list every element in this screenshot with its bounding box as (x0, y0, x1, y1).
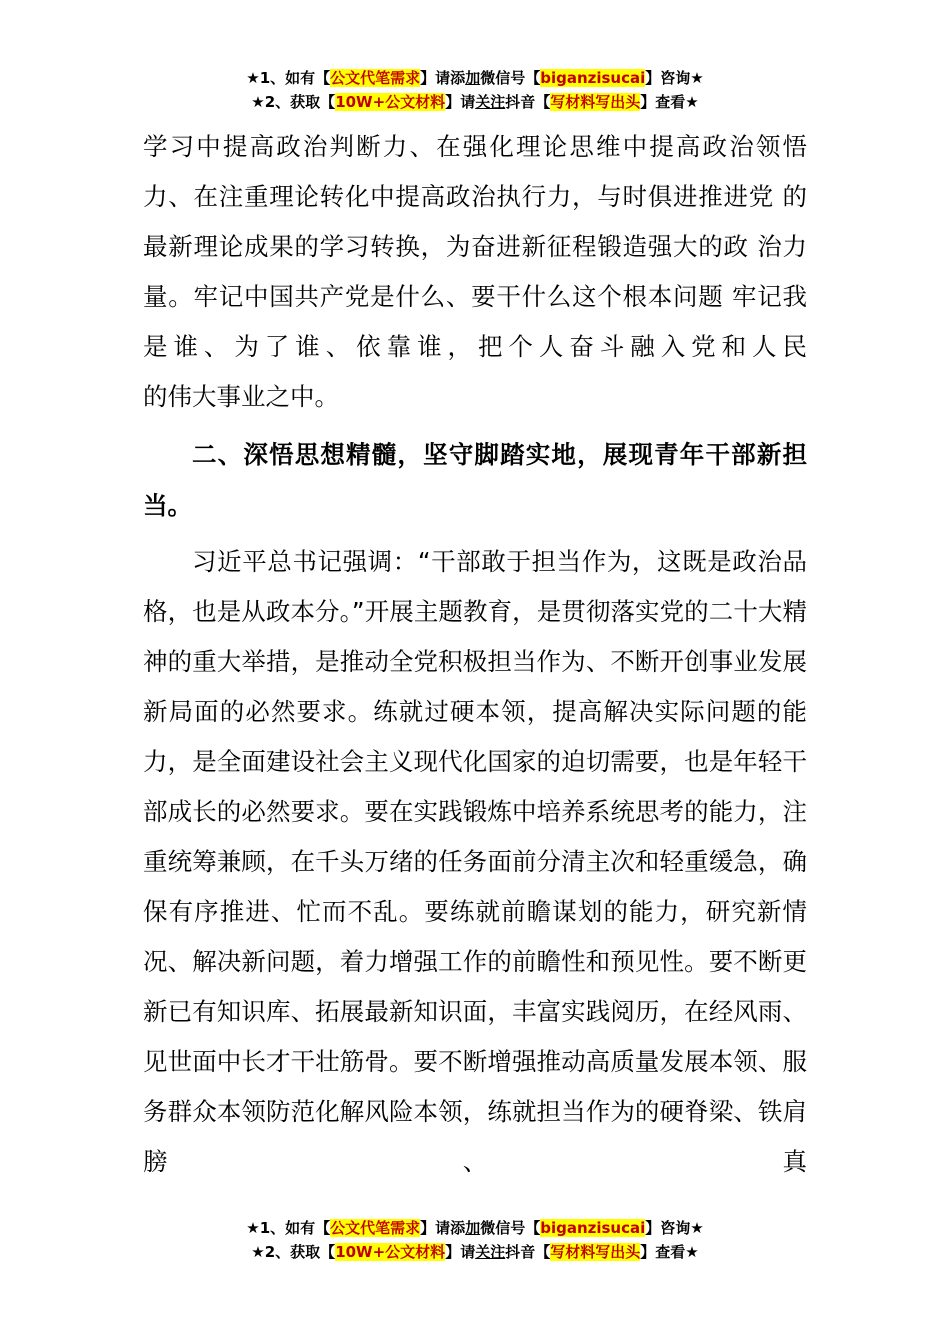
banner-highlight: 10W+公文材料 (335, 1243, 446, 1261)
banner-highlight: 10W+公文材料 (335, 93, 446, 111)
text-line: 的伟大事业之中。 (143, 382, 339, 411)
paragraph: 习近平总书记强调：“干部敢于担当作为，这既是政治品格，也是从政本分。”开展主题教育，是贯彻落实党的二十大精神的重大举措，是推动全党积极担当作为、不断开创事业发展新局面的必然要求。练就过硬本领，提高解决实际问题的能力，是全面建设社会主义现代化国家的迫切需要，也是年轻干部成长的必然要求。要在实践锻炼中培养系统思考的能力，注重统筹兼顾，在千头万绪的任务面前分清主次和轻重缓急，确保有序推进、忙而不乱。要练就前瞻谋划的能力，研究新情况、解决新问题，着力增强工作的前瞻性和预见性。要不断更新已有知识库、拓展最新知识面，丰富实践阅历，在经风雨、见世面中长才干壮筋骨。要不断增强推动高质量发展本领、服务群众本领防范化解风险本领，练就担当作为的硬脊梁、铁肩膀、真 (143, 547, 807, 1176)
banner-highlight: 写材料写出头 (550, 93, 641, 111)
banner-text: 】请 (445, 1243, 476, 1261)
banner-underlined: 加 (465, 69, 481, 87)
banner-text: ★2、获取【 (251, 93, 336, 111)
text-line: 力、在注重理论转化中提高政治执行力，与时俱进推进党 (143, 182, 774, 211)
banner-highlight: 公文代笔需求 (330, 1219, 421, 1237)
section-heading: 二、深悟思想精髓，坚守脚踏实地，展现青年干部新担当。 (143, 440, 807, 520)
banner-text: 】查看★ (640, 93, 699, 111)
banner-line-1 (0, 66, 950, 90)
banner-line-2 (0, 1240, 950, 1264)
banner-text: 】咨询★ (645, 69, 704, 87)
banner-highlight: biganzisucai (540, 69, 646, 87)
banner-text: 】请 (445, 93, 476, 111)
banner-text: ★1、如有【 (246, 1219, 331, 1237)
banner-text: 】咨询★ (645, 1219, 704, 1237)
text-line: 的最新理论成果的学习转换，为奋进新征程锻造强大的政 (143, 182, 807, 261)
header-banner (0, 66, 950, 114)
banner-text: 】请添 (420, 69, 466, 87)
document-body (143, 122, 807, 1187)
banner-text: ★1、如有【 (246, 69, 331, 87)
banner-highlight: 公文代笔需求 (330, 69, 421, 87)
text-line: 牢记我是谁、为了谁、依靠谁，把个人奋斗融入党和人民 (143, 282, 808, 361)
text-line: 治力量。牢记中国共产党是什么、要干什么这个根本问题 (143, 232, 808, 311)
footer-banner (0, 1216, 950, 1264)
text-line: 学习中提高政治判断力、在强化理论思维中提高政治领悟 (143, 132, 807, 161)
banner-line-2 (0, 90, 950, 114)
banner-text: 】请添 (420, 1219, 466, 1237)
banner-highlight: biganzisucai (540, 1219, 646, 1237)
banner-underlined: 加 (465, 1219, 481, 1237)
banner-underlined: 关注 (475, 1243, 506, 1261)
banner-text: 抖音【 (505, 1243, 551, 1261)
banner-line-1 (0, 1216, 950, 1240)
paragraph-continued (143, 122, 807, 422)
banner-text: 微信号【 (480, 69, 541, 87)
banner-text: ★2、获取【 (251, 1243, 336, 1261)
banner-text: 】查看★ (640, 1243, 699, 1261)
banner-highlight: 写材料写出头 (550, 1243, 641, 1261)
banner-text: 抖音【 (505, 93, 551, 111)
banner-text: 微信号【 (480, 1219, 541, 1237)
banner-underlined: 关注 (475, 93, 506, 111)
